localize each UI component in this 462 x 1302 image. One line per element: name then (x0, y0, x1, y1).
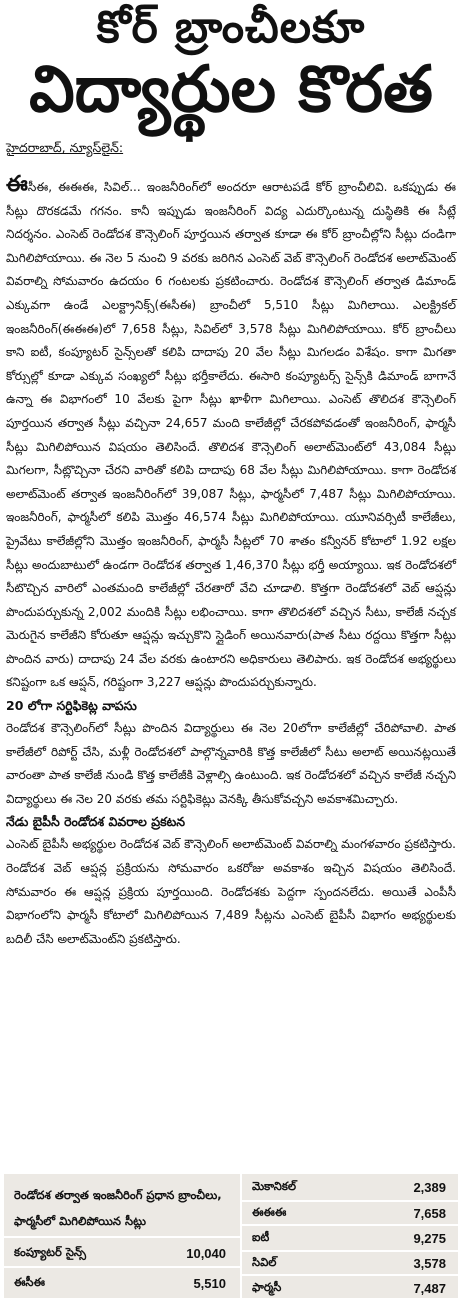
branch-name: మెకానికల్ (252, 1178, 297, 1193)
table-row (242, 1200, 460, 1224)
seats-table (4, 1174, 458, 1298)
table-row (242, 1274, 460, 1300)
dropcap: ఈ (6, 172, 28, 197)
table-row (4, 1236, 240, 1268)
seat-count: 9,275 (413, 1230, 446, 1246)
subheading-bipc: నేడు బైపీసీ రెండోదశ వివరాల ప్రకటన (6, 814, 186, 830)
table-row (242, 1174, 460, 1200)
branch-name: ఈసీఈ (14, 1274, 45, 1289)
article-body (0, 167, 462, 951)
branch-name: ఫార్మసీ (252, 1279, 282, 1294)
headline-line-2: విద్యార్థుల కొరత (29, 53, 433, 127)
dateline: హైదరాబాద్, న్యూస్‌లైన్: (6, 140, 124, 155)
subheading-certificates: 20 లోగా సర్టిఫికెట్ల వాపసు (6, 698, 137, 714)
branch-name: ఐటీ (252, 1229, 270, 1244)
branch-name: సివిల్ (252, 1254, 277, 1269)
table-row (242, 1224, 460, 1250)
paragraph-1-text: సీఈ, ఈఈఈ, సివిల్... ఇంజనీరింగ్‌లో అందరూ ఆరాటపడే కోర్ బ్రాంచీలివి. ఒకప్పుడు ఈ సీట్లు దొరకడమే గగనం. కానీ ఇప్పుడు ఇంజనీరింగ్ విద్య ఎదుర్కొంటున్న దుస్థితికి ఈ సీట్లే నిదర్శనం. ఎంసెట్ రెండోదశ కౌన్సెలింగ్ పూర్తయిన తర్వాత కూడా ఈ కోర్ బ్రాంచీల్లోని సీట్లు దండిగా మిగిలిపోయాయి. ఈ నెల 5 నుంచి 9 వరకు జరిగిన ఎంసెట్ వెబ్ కౌన్సెలింగ్ రెండోదశ అలాట్‌మెంట్ వివరాల్ని సోమవారం ఉదయం 6 గంటలకు ప్రకటించారు. రెండోదశ కౌన్సెలింగ్ తర్వాత డిమాండ్ ఎక్కువగా ఉండే ఎలక్ట్రానిక్స్(ఈసీఈ) బ్రాంచీలో 5,510 సీట్లు మిగిలాయి. ఎలక్ట్రికల్ ఇంజనీరింగ్(ఈఈఈ)లో 7,658 సీట్లు, సివిల్‌లో 3,578 సీట్లు మిగిలిపోయాయి. కోర్ బ్రాంచీలు కాని ఐటీ, కంప్యూటర్ సైన్స్‌లతో కలిపి దాదాపు 20 వేల సీట్లు మిగలడం విశేషం. కాగా మిగతా కోర్సుల్లో కూడా ఎక్కువ సంఖ్యలో సీట్లు భర్తీకాలేదు. ఈసారి కంప్యూటర్స్ సైన్స్‌కి డిమాండ్ బాగానే ఉన్నా ఈ విభాగంలో 10 వేలకు పైగా సీట్లు ఖాళీగా మిగిలాయి. ఎంసెట్ తొలిదశ కౌన్సెలింగ్ పూర్తయిన తర్వాత సీట్లు వచ్చినా 24,657 మంది కాలేజీల్లో చేరకపోవడంతో ఇంజనీరింగ్, ఫార్మసీ సీట్లు మిగిలిపోయిన విషయం తెలిసిందే. తొలిదశ కౌన్సెలింగ్ అలాట్‌మెంట్‌లో 43,084 సీట్లు మిగలగా, సీట్లొచ్చినా చేరని వారితో కలిపి దాదాపు 68 వేల సీట్లు మిగిలిపోయాయి. కాగా రెండోదశ అలాట్‌మెంట్ తర్వాత ఇంజనీరింగ్‌లో 39,087 సీట్లు, ఫార్మసీలో 7,487 సీట్లు మిగిలిపోయాయి. ఇంజనీరింగ్, ఫార్మసీలో కలిపి మొత్తం 46,574 సీట్లు మిగిలిపోయాయి. యూనివర్సిటీ కాలేజీలు, ప్రైవేటు కాలేజీల్లోని మొత్తం ఇంజనీరింగ్, ఫార్మసీ సీట్లలో 70 శాతం కన్వీనర్ కోటాలో 1.92 లక్షల సీట్లు అందుబాటులో ఉండగా రెండోదశ తర్వాత 1,46,370 సీట్లు భర్తీ అయ్యాయి. ఇక రెండోదశలో సీటొచ్చిన వారిలో ఎంతమంది కాలేజీల్లో చేరతారో వేచి చూడాలి. కొత్తగా రెండోదశలో వెబ్ ఆప్షన్లు పొందుపర్చుకున్న 2,002 మందికి సీట్లు లభించాయి. కాగా తొలిదశలో వచ్చిన సీటు, కాలేజీ నచ్చక మెరుగైన కాలేజీని కోరుతూ ఆప్షన్లు ఇచ్చుకొని స్లైడింగ్ అయినవారు(పాత సీటు రద్దయి కొత్తగా సీట్లు పొందిన వారు) దాదాపు 24 వేల వరకు ఉంటారని అధికారులు తెలిపారు. ఇక రెండోదశ అభ్యర్థులు కనిష్టంగా ఒక ఆప్షన్, గరిష్టంగా 3,227 ఆప్షన్లు పొందుపర్చుకున్నారు. (6, 180, 456, 690)
headline-line-1: కోర్ బ్రాంచీలకూ (96, 2, 366, 53)
seats-table-left-column (4, 1174, 240, 1298)
branch-name: కంప్యూటర్ సైన్స్ (14, 1244, 87, 1259)
branch-name: ఈఈఈ (252, 1204, 287, 1219)
seat-count: 3,578 (413, 1255, 446, 1271)
seat-count: 7,487 (413, 1280, 446, 1296)
table-row (4, 1266, 240, 1298)
seat-count: 2,389 (413, 1179, 446, 1195)
seat-count: 7,658 (413, 1205, 446, 1221)
paragraph-1 (6, 173, 456, 695)
headline (0, 0, 462, 127)
seat-count: 5,510 (193, 1275, 226, 1291)
table-row (242, 1250, 460, 1274)
seat-count: 10,040 (186, 1245, 226, 1261)
paragraph-2: రెండోదశ కౌన్సెలింగ్‌లో సీట్లు పొందిన విద్యార్థులు ఈ నెల 20లోగా కాలేజీల్లో చేరిపోవాలి. పాత కాలేజీలో రిపోర్ట్ చేసి, మళ్లీ రెండోదశలో పాల్గొన్నవారికి కొత్త కాలేజీలో సీటు అలాట్ అయినట్లయితే వారంతా పాత కాలేజీ నుండి కొత్త కాలేజీకి వెళ్లాల్సి ఉంటుంది. ఇక రెండోదశలో వచ్చిన కాలేజీ నచ్చని విద్యార్థులు ఈ నెల 20 వరకు తమ సర్టిఫికెట్లు వెనక్కి తీసుకోవచ్చని అవకాశమిచ్చారు. (6, 721, 456, 806)
paragraph-3: ఎంసెట్ బైపీసీ అభ్యర్థుల రెండోదశ వెబ్ కౌన్సెలింగ్ అలాట్‌మెంట్ వివరాల్ని మంగళవారం ప్రకటిస్తారు. రెండోదశ వెబ్ ఆప్షన్ల ప్రక్రియను సోమవారం ఒకరోజు అవకాశం ఇచ్చిన విషయం తెలిసిందే. సోమవారం ఈ ఆప్షన్ల ప్రక్రియ పూర్తయింది. రెండోదశకు పెద్దగా స్పందనలేదు. అయితే ఎంపీసీ విభాగంలోని ఫార్మసీ కోటాలో మిగిలిపోయిన 7,489 సీట్లను ఎంసెట్ బైపీసీ విభాగం అభ్యర్థులకు బదిలీ చేసి అలాట్‌మెంట్‌ని ప్రకటిస్తారు. (6, 837, 456, 946)
seats-table-right-column (240, 1174, 460, 1298)
seats-table-caption: రెండోదశ తర్వాత ఇంజనీరింగ్ ప్రధాన బ్రాంచీలు, ఫార్మసీలో మిగిలిపోయిన సీట్లు (14, 1188, 222, 1228)
